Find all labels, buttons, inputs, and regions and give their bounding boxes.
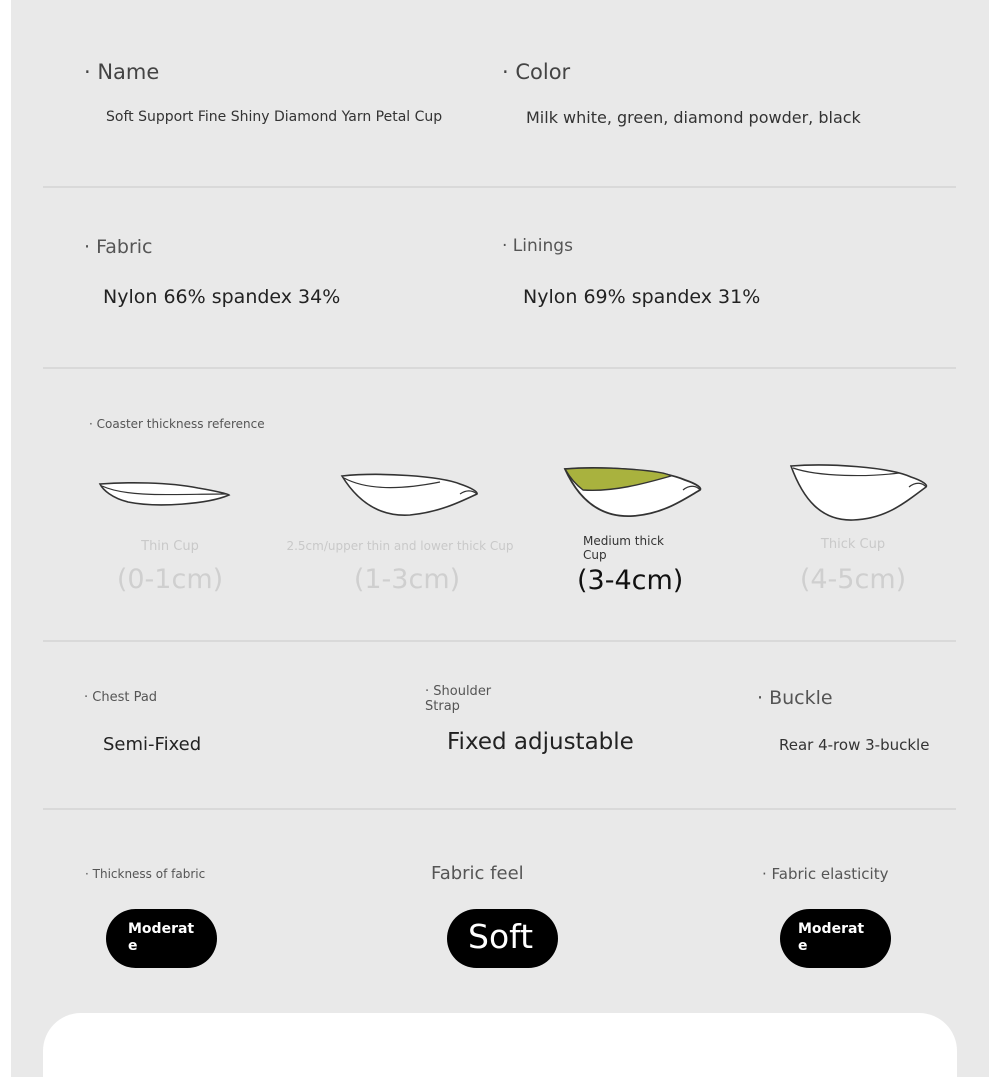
coaster-heading: · Coaster thickness reference — [89, 417, 265, 431]
feel-heading: Fabric feel — [431, 863, 524, 884]
elasticity-badge — [780, 909, 891, 968]
feel-value: Soft — [468, 917, 534, 956]
linings-heading: · Linings — [502, 236, 573, 256]
name-value: Soft Support Fine Shiny Diamond Yarn Petal Cup — [106, 109, 443, 125]
chest-pad-value: Semi-Fixed — [103, 734, 202, 755]
feel-badge — [447, 909, 558, 968]
chest-pad-heading: · Chest Pad — [84, 690, 158, 705]
thick-cup-icon — [789, 463, 929, 523]
fabric-heading: · Fabric — [84, 236, 153, 258]
fabric-value: Nylon 66% spandex 34% — [103, 286, 341, 308]
cup-label: Thick Cup — [820, 537, 886, 552]
cup-range: (1-3cm) — [353, 564, 461, 595]
color-value: Milk white, green, diamond powder, black — [526, 108, 861, 127]
shoulder-strap-value: Fixed adjustable — [447, 729, 634, 755]
cup-range: (0-1cm) — [116, 564, 224, 595]
cup-label: 2.5cm/upper thin and lower thick Cup — [286, 539, 514, 553]
thin-cup-icon — [98, 480, 232, 508]
thickness-badge — [106, 909, 217, 968]
medium-thick-cup-icon — [563, 466, 703, 520]
elasticity-heading: · Fabric elasticity — [762, 865, 889, 883]
buckle-value: Rear 4-row 3-buckle — [779, 736, 930, 754]
divider — [43, 186, 956, 188]
divider — [43, 640, 956, 642]
name-heading: · Name — [84, 60, 160, 84]
linings-value: Nylon 69% spandex 31% — [523, 286, 761, 308]
buckle-heading: · Buckle — [757, 687, 833, 709]
color-heading: · Color — [502, 60, 571, 84]
thickness-heading: · Thickness of fabric — [85, 867, 206, 881]
elasticity-value: Moderate — [798, 921, 865, 954]
cup-label-active: Medium thick Cup — [583, 534, 664, 562]
divider — [43, 367, 956, 369]
shoulder-strap-heading: · Shoulder Strap — [425, 684, 492, 714]
next-section-card — [43, 1013, 957, 1077]
thickness-value: Moderate — [128, 921, 195, 954]
cup-label: Thin Cup — [141, 539, 199, 554]
divider — [43, 808, 956, 810]
cup-range: (4-5cm) — [799, 564, 907, 595]
upper-thin-cup-icon — [340, 472, 480, 518]
cup-range-active: (3-4cm) — [577, 565, 684, 596]
